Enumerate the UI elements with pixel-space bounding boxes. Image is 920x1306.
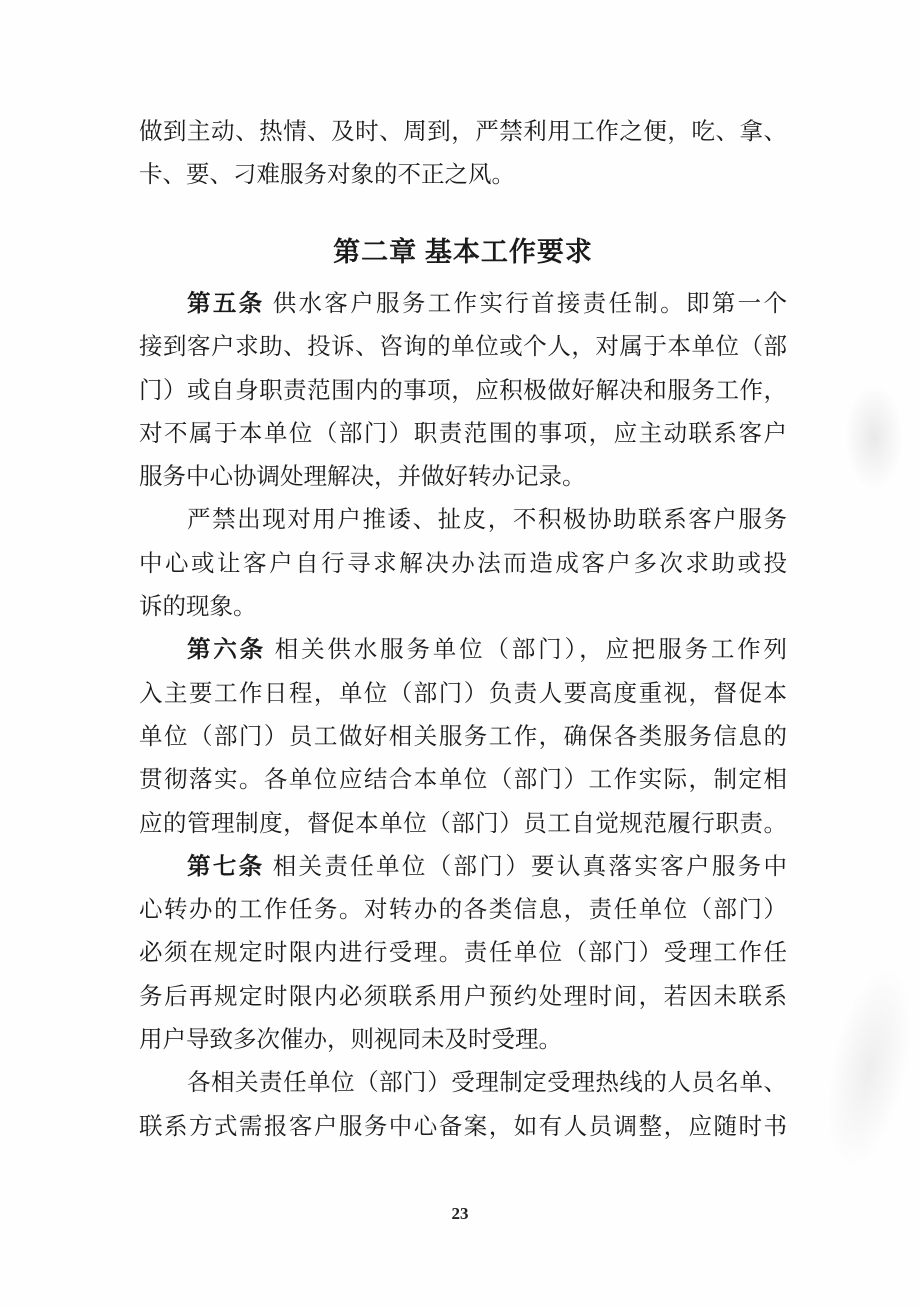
text-line: 务后再规定时限内必须联系用户预约处理时间，若因未联系 bbox=[139, 983, 787, 1010]
text-line: 单位（部门）员工做好相关服务工作，确保各类服务信息的 bbox=[139, 723, 787, 750]
text-line: 门）或自身职责范围内的事项，应积极做好解决和服务工作， bbox=[139, 377, 787, 404]
text-line: 卡、要、刁难服务对象的不正之风。 bbox=[139, 162, 515, 189]
text-line: 各相关责任单位（部门）受理制定受理热线的人员名单、 bbox=[187, 1070, 787, 1097]
text-line: 做到主动、热情、及时、周到，严禁利用工作之便，吃、拿、 bbox=[139, 119, 787, 145]
text-line: 对不属于本单位（部门）职责范围的事项，应主动联系客户 bbox=[139, 420, 787, 447]
text-line: 用户导致多次催办，则视同未及时受理。 bbox=[139, 1027, 562, 1054]
text-line: 联系方式需报客户服务中心备案，如有人员调整，应随时书 bbox=[139, 1113, 787, 1140]
clause-number: 第六条 bbox=[187, 637, 267, 664]
text-line: 接到客户求助、投诉、咨询的单位或个人，对属于本单位（部 bbox=[139, 334, 787, 361]
clause-number: 第七条 bbox=[187, 853, 265, 880]
text-line: 必须在规定时限内进行受理。责任单位（部门）受理工作任 bbox=[139, 940, 787, 967]
text-line: 严禁出现对用户推诿、扯皮，不积极协助联系客户服务 bbox=[187, 507, 787, 534]
text-line: 中心或让客户自行寻求解决办法而造成客户多次求助或投 bbox=[139, 550, 787, 577]
text-line: 第六条 相关供水服务单位（部门），应把服务工作列 bbox=[187, 637, 788, 664]
text-line: 应的管理制度，督促本单位（部门）员工自觉规范履行职责。 bbox=[139, 810, 787, 837]
paragraph-continuation bbox=[139, 111, 787, 198]
text-line: 心转办的工作任务。对转办的各类信息，责任单位（部门） bbox=[139, 897, 787, 924]
chapter-heading: 第二章 基本工作要求 bbox=[333, 237, 593, 267]
page-number: 23 bbox=[451, 1204, 469, 1223]
text-line: 入主要工作日程，单位（部门）负责人要高度重视，督促本 bbox=[139, 680, 787, 707]
text-line: 第七条 相关责任单位（部门）要认真落实客户服务中 bbox=[187, 853, 788, 880]
scan-smudge bbox=[812, 959, 920, 1175]
text-line: 贯彻落实。各单位应结合本单位（部门）工作实际，制定相 bbox=[139, 767, 787, 794]
document-body bbox=[139, 283, 787, 1149]
text-line: 诉的现象。 bbox=[139, 594, 257, 621]
text-line: 服务中心协调处理解决，并做好转办记录。 bbox=[139, 464, 586, 491]
text-line: 第五条 供水客户服务工作实行首接责任制。即第一个 bbox=[187, 291, 788, 317]
clause-number: 第五条 bbox=[187, 291, 265, 317]
scan-smudge bbox=[845, 385, 903, 490]
